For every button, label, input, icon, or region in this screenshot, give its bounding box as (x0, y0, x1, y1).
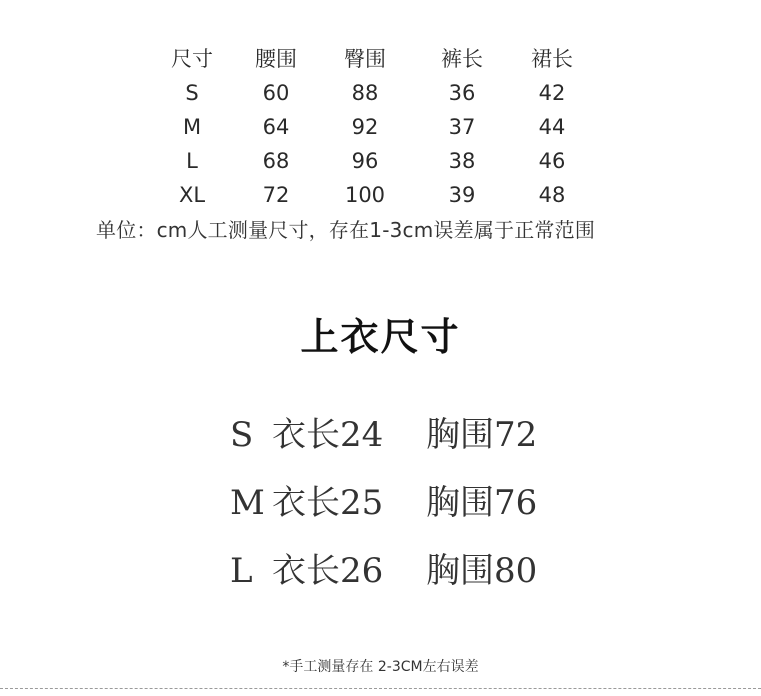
cell-hip: 92 (351, 115, 379, 139)
measurement-note: 单位：cm人工测量尺寸，存在1-3cm误差属于正常范围 (96, 218, 596, 242)
header-skirt-length: 裙长 (531, 47, 573, 71)
footer-note: *手工测量存在 2-3CM左右误差 (282, 659, 479, 675)
cell-skirt-length: 48 (538, 183, 566, 207)
header-pants-length: 裤长 (441, 47, 483, 71)
cell-waist: 64 (262, 115, 290, 139)
cell-pants-length: 39 (448, 183, 476, 207)
cell-pants-length: 38 (448, 149, 476, 173)
cell-hip: 88 (351, 81, 379, 105)
top-size-label: S (230, 415, 254, 455)
cell-size: S (185, 81, 199, 105)
cell-pants-length: 37 (448, 115, 476, 139)
top-size-label: L (230, 551, 253, 591)
section-title-top-size: 上衣尺寸 (300, 315, 461, 359)
cell-size: L (186, 149, 198, 173)
cell-waist: 68 (262, 149, 290, 173)
cell-hip: 100 (344, 183, 386, 207)
top-chest-value: 胸围72 (426, 415, 538, 455)
top-chest-value: 胸围80 (426, 551, 538, 591)
cell-skirt-length: 42 (538, 81, 566, 105)
top-size-label: M (230, 483, 265, 523)
dashed-divider (0, 688, 761, 689)
cell-pants-length: 36 (448, 81, 476, 105)
top-length-value: 衣长25 (272, 483, 384, 523)
cell-size: XL (178, 183, 206, 207)
header-hip: 臀围 (344, 47, 386, 71)
header-size: 尺寸 (171, 47, 213, 71)
top-chest-value: 胸围76 (426, 483, 538, 523)
cell-skirt-length: 46 (538, 149, 566, 173)
cell-waist: 72 (262, 183, 290, 207)
cell-skirt-length: 44 (538, 115, 566, 139)
cell-waist: 60 (262, 81, 290, 105)
top-length-value: 衣长24 (272, 415, 384, 455)
top-length-value: 衣长26 (272, 551, 384, 591)
cell-hip: 96 (351, 149, 379, 173)
cell-size: M (182, 115, 202, 139)
header-waist: 腰围 (255, 47, 297, 71)
